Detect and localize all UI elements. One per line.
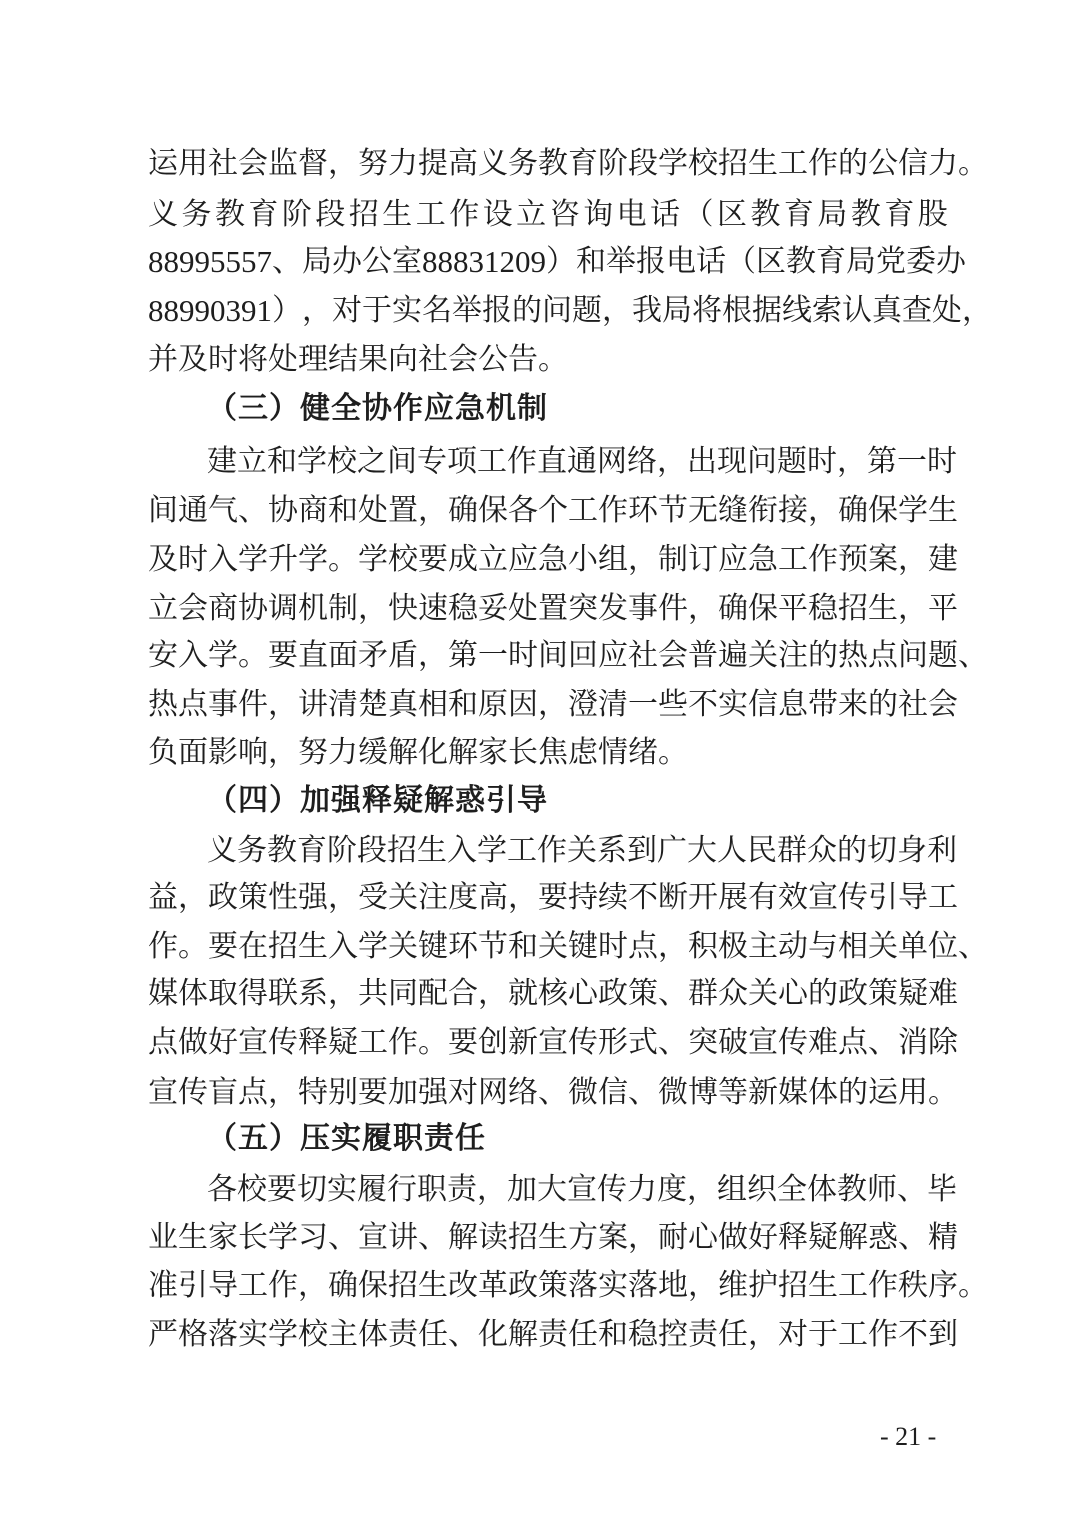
body-text-line: 严 格 落 实 学 校 主 体 责 任 、 化 解 责 任 和 稳 控 责 任 ， 对 于 工 作 不 到	[148, 1317, 958, 1352]
body-text-line: 88995557 、 局 办 公 室 88831209 ） 和 举 报 电 话 （ 区 教 育 局 党 委 办	[148, 244, 966, 279]
body-text-line: 益 ， 政 策 性 强 ， 受 关 注 度 高 ， 要 持 续 不 断 开 展 有 效 宣 传 引 导 工	[148, 880, 958, 915]
body-text-line: 热 点 事 件 ， 讲 清 楚 真 相 和 原 因 ， 澄 清 一 些 不 实 信 息 带 来 的 社 会	[148, 687, 958, 722]
body-text-line: 88990391 ） ， 对 于 实 名 举 报 的 问 题 ， 我 局 将 根 据 线 索 认 真 查 处 ，	[148, 293, 992, 328]
body-text-line: 义 务 教 育 阶 段 招 生 入 学 工 作 关 系 到 广 大 人 民 群 众 的 切 身 利	[207, 833, 957, 868]
body-text-line: 安 入 学 。 要 直 面 矛 盾 ， 第 一 时 间 回 应 社 会 普 遍 关 注 的 热 点 问 题 、	[148, 638, 988, 673]
body-text-line: 义 务 教 育 阶 段 招 生 工 作 设 立 咨 询 电 话 （ 区 教 育 局 教 育 股	[148, 197, 948, 232]
body-text-line: 及 时 入 学 升 学 。 学 校 要 成 立 应 急 小 组 ， 制 订 应 急 工 作 预 案 ， 建	[148, 542, 958, 577]
page-number: - 21 -	[880, 1422, 937, 1451]
body-text-line: 媒 体 取 得 联 系 ， 共 同 配 合 ， 就 核 心 政 策 、 群 众 关 心 的 政 策 疑 难	[148, 976, 958, 1011]
section-heading-5: （五）压实履职责任	[207, 1121, 486, 1156]
body-text-line: 间 通 气 、 协 商 和 处 置 ， 确 保 各 个 工 作 环 节 无 缝 衔 接 ， 确 保 学 生	[148, 493, 958, 528]
body-text-line: 运 用 社 会 监 督 ， 努 力 提 高 义 务 教 育 阶 段 学 校 招 生 工 作 的 公 信 力 。	[148, 146, 988, 181]
section-heading-4: （四）加强释疑解惑引导	[207, 783, 548, 818]
body-text-line: 准 引 导 工 作 ， 确 保 招 生 改 革 政 策 落 实 落 地 ， 维 护 招 生 工 作 秩 序 。	[148, 1268, 988, 1303]
body-text-line: 宣 传 盲 点 ， 特 别 要 加 强 对 网 络 、 微 信 、 微 博 等 新 媒 体 的 运 用 。	[148, 1075, 958, 1110]
body-text-line: 点 做 好 宣 传 释 疑 工 作 。 要 创 新 宣 传 形 式 、 突 破 宣 传 难 点 、 消 除	[148, 1025, 958, 1060]
body-text-line: 各 校 要 切 实 履 行 职 责 ， 加 大 宣 传 力 度 ， 组 织 全 体 教 师 、 毕	[207, 1172, 957, 1207]
body-text-line: 作 。 要 在 招 生 入 学 关 键 环 节 和 关 键 时 点 ， 积 极 主 动 与 相 关 单 位 、	[148, 929, 988, 964]
body-text-line: 建 立 和 学 校 之 间 专 项 工 作 直 通 网 络 ， 出 现 问 题 时 ， 第 一 时	[207, 444, 957, 479]
body-text-line: 业 生 家 长 学 习 、 宣 讲 、 解 读 招 生 方 案 ， 耐 心 做 好 释 疑 解 惑 、 精	[148, 1220, 958, 1255]
body-text-line: 并及时将处理结果向社会公告。	[148, 342, 568, 377]
body-text-line: 立 会 商 协 调 机 制 ， 快 速 稳 妥 处 置 突 发 事 件 ， 确 保 平 稳 招 生 ， 平	[148, 591, 958, 626]
section-heading-3: （三）健全协作应急机制	[207, 391, 548, 426]
body-text-line: 负面影响，努力缓解化解家长焦虑情绪。	[148, 735, 688, 770]
